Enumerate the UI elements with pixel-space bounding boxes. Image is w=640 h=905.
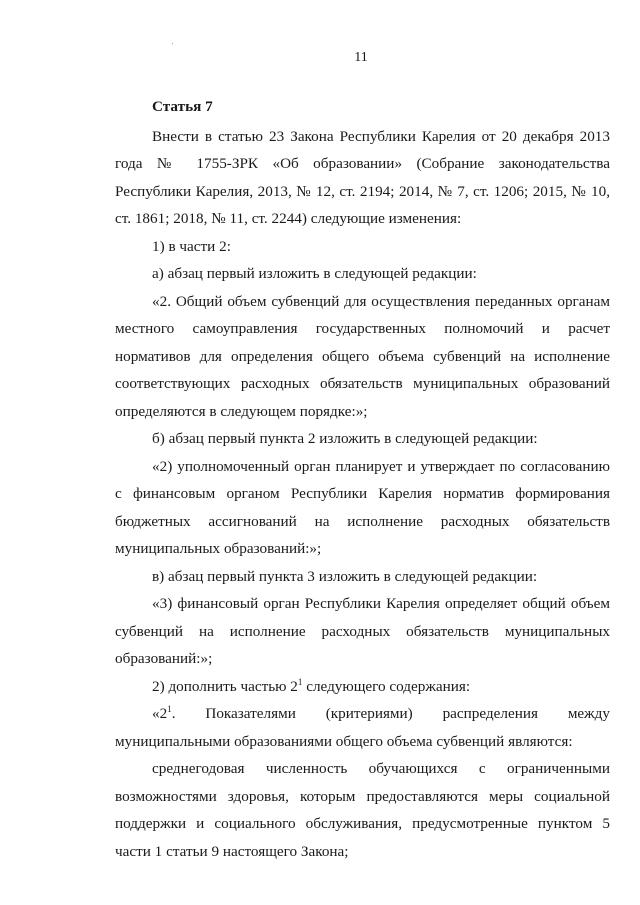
paragraph-item-v: в) абзац первый пункта 3 изложить в следующей редакции:	[152, 567, 538, 585]
article-heading: Статья 7	[152, 98, 213, 115]
page-number: 11	[354, 50, 368, 65]
scan-speck	[172, 43, 173, 44]
paragraph-item-b: б) абзац первый пункта 2 изложить в следующей редакции:	[152, 430, 538, 447]
criteria-text-before: «2	[152, 705, 168, 722]
document-body	[115, 93, 610, 865]
paragraph-intro: Внести в статью 23 Закона Республики Карелия от 20 декабря 2013 года № 1755-ЗРК «Об образовании» (Собрание законодательства Республики Карелия, 2013, № 12, ст. 2194; 2014, № 7, ст. 1206; 2015, № 10, ст. 1861; 2018, № 11, ст. 2244) следующие изменения:	[115, 127, 610, 227]
paragraph-item-2	[115, 673, 610, 701]
criteria-text-after: . Показателями (критериями) распределения между муниципальными образованиями общего объема субвенций являются:	[115, 705, 610, 750]
paragraph-quote-2: «2. Общий объем субвенций для осуществления переданных органам местного самоуправления государственных полномочий и расчет нормативов для определения общего объема субвенций на исполнение соответствующих расходных обязательств муниципальных образований определяются в следующем порядке:»;	[115, 292, 610, 420]
superscript: 1	[167, 704, 172, 714]
superscript: 1	[297, 676, 303, 687]
paragraph-item-a: а) абзац первый изложить в следующей редакции:	[152, 265, 477, 282]
paragraph-criteria	[115, 700, 610, 755]
paragraph-item-1: 1) в части 2:	[152, 237, 231, 255]
supplement-text-after: следующего содержания:	[302, 677, 471, 695]
paragraph-quote-2-2: «2) уполномоченный орган планирует и утверждает по согласованию с финансовым органом Республики Карелия норматив формирования бюджетных ассигнований на исполнение расходных обязательств муниципальных образований:»;	[115, 457, 610, 557]
paragraph-average-count: среднегодовая численность обучающихся с ограниченными возможностями здоровья, которым предоставляются меры социальной поддержки и социального обслуживания, предусмотренные пунктом 5 части 1 статьи 9 настоящего Закона;	[115, 760, 610, 860]
supplement-text-before: 2) дополнить частью 2	[152, 677, 298, 695]
paragraph-quote-3: «3) финансовый орган Республики Карелия определяет общий объем субвенций на исполнение расходных обязательств муниципальных образований:»;	[115, 595, 610, 667]
